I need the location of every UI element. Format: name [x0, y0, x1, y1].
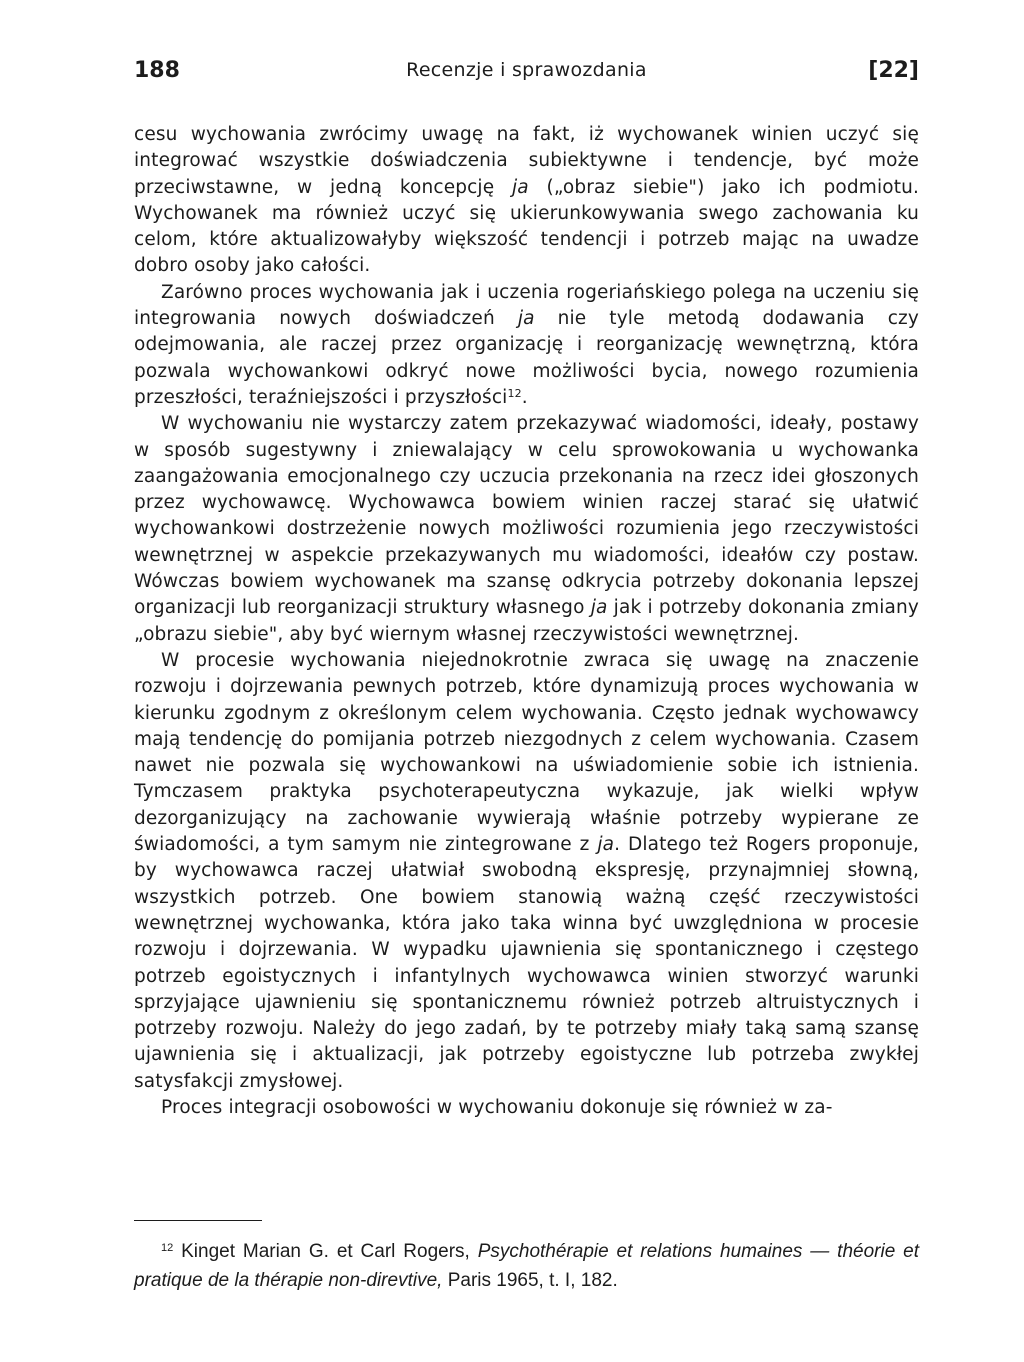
paragraph-2-rest: nie tyle metodą dodawania czy odejmowania, ale raczej przez organizację i reorganizację wewnętrzną, która pozwala wychowankowi odkryć nowe możliwości bycia, nowego rozumienia przeszłości, teraźniejszości i przyszłości: [134, 308, 919, 408]
paragraph-3-ja: ja: [590, 597, 608, 619]
paragraph-2-text: Zarówno proces wychowania jak i uczenia rogeriańskiego polega na uczeniu się integrowania nowych doświadczeń: [134, 281, 919, 330]
footnote-12: [134, 1237, 919, 1295]
paragraph-4-rest: . Dlatego też Rogers proponuje, by wychowawca raczej ułatwiał swobodną ekspresję, przynajmniej słowną, wszystkich potrzeb. One bowiem stanowią ważną część rzeczywistości wewnętrznej wychowanka, która jako taka winna być uwzględniona w procesie rozwoju i dojrzewania. W wypadku ujawnienia się spontanicznego i częstego potrzeb egoistycznych i infantylnych wychowawca winien stworzyć warunki sprzyjające ujawnieniu się spontanicznemu również potrzeb altruistycznych i potrzeby rozwoju. Należy do jego zadań, by te potrzeby miały taką samą szansę ujawnienia się i aktualizacji, jak potrzeby egoistyczne lub potrzeba zwykłej satysfakcji zmysłowej.: [134, 834, 919, 1092]
footnote-divider: [134, 1220, 262, 1221]
section-number: [22]: [868, 58, 919, 83]
footnote-title: Psychothérapie et relations humaines — théorie et pratique de la thérapie non-direvtive,: [134, 1241, 919, 1291]
paragraph-4: [134, 648, 919, 1095]
paragraph-2-ja: ja: [517, 308, 535, 330]
footnote-text-end: Paris 1965, t. I, 182.: [442, 1270, 618, 1291]
paragraph-4-text: W procesie wychowania niejednokrotnie zwraca się uwagę na znaczenie rozwoju i dojrzewania pewnych potrzeb, które dynamizują proces wychowania w kierunku zgodnym z określonym celem wychowania. Często jednak wychowawcy mają tendencję do pomijania potrzeb niezgodnych z celem wychowania. Czasem nawet nie pozwala się wychowankowi na uświadomienie sobie ich istnienia. Tymczasem praktyka psychoterapeutyczna wykazuje, jak wielki wpływ dezorganizujący na zachowanie wywierają właśnie potrzeby wypierane ze świadomości, a tym samym nie zintegrowane z: [134, 649, 919, 856]
footnote-text-start: Kinget Marian G. et Carl Rogers,: [173, 1241, 478, 1262]
paragraph-1: [134, 122, 919, 280]
paragraph-3-text: W wychowaniu nie wystarczy zatem przekazywać wiadomości, ideały, postawy w sposób sugestywny i zniewalający w celu sprowokowania u wychowanka zaangażowania emocjonalnego czy uczucia przekonania na rzecz idei głoszonych przez wychowawcę. Wychowawca bowiem winien raczej starać się ułatwić wychowankowi dostrzeżenie nowych możliwości rozumienia jego rzeczywistości wewnętrznej w aspekcie przekazywanych mu wiadomości, ideałów czy postaw. Wówczas bowiem wychowanek ma szansę odkrycia potrzeby dokonania lepszej organizacji lub reorganizacji struktury własnego: [134, 413, 919, 619]
running-title: Recenzje i sprawozdania: [406, 59, 647, 81]
footnote: [134, 1237, 919, 1295]
paragraph-1-text: cesu wychowania zwrócimy uwagę na fakt, iż wychowanek winien uczyć się integrować wszystkie doświadczenia subiektywne i tendencje, być może przeciwstawne, w jedną koncepcję: [134, 124, 919, 198]
paragraph-3: [134, 411, 919, 648]
page-header: [134, 58, 919, 92]
paragraph-2: [134, 280, 919, 411]
body-text: [134, 122, 919, 1121]
paragraph-2-end: .: [521, 386, 528, 408]
paragraph-1-rest: („obraz siebie") jako ich podmiotu. Wychowanek ma również uczyć się ukierunkowywania swego zachowania ku celom, które aktualizowałyby większość tendencji i potrzeb mając na uwadze dobro osoby jako całości.: [134, 176, 920, 277]
footnote-reference[interactable]: 12: [507, 386, 522, 400]
paragraph-4-ja: ja: [597, 834, 615, 856]
footnote-number: 12: [161, 1242, 174, 1254]
paragraph-3-rest: jak i potrzeby dokonania zmiany „obrazu siebie", aby być wiernym własnej rzeczywistości wewnętrznej.: [134, 597, 919, 645]
page-number: 188: [134, 58, 180, 83]
paragraph-1-ja: ja: [511, 176, 529, 198]
paragraph-5: Proces integracji osobowości w wychowaniu dokonuje się również w za-: [161, 1096, 833, 1118]
